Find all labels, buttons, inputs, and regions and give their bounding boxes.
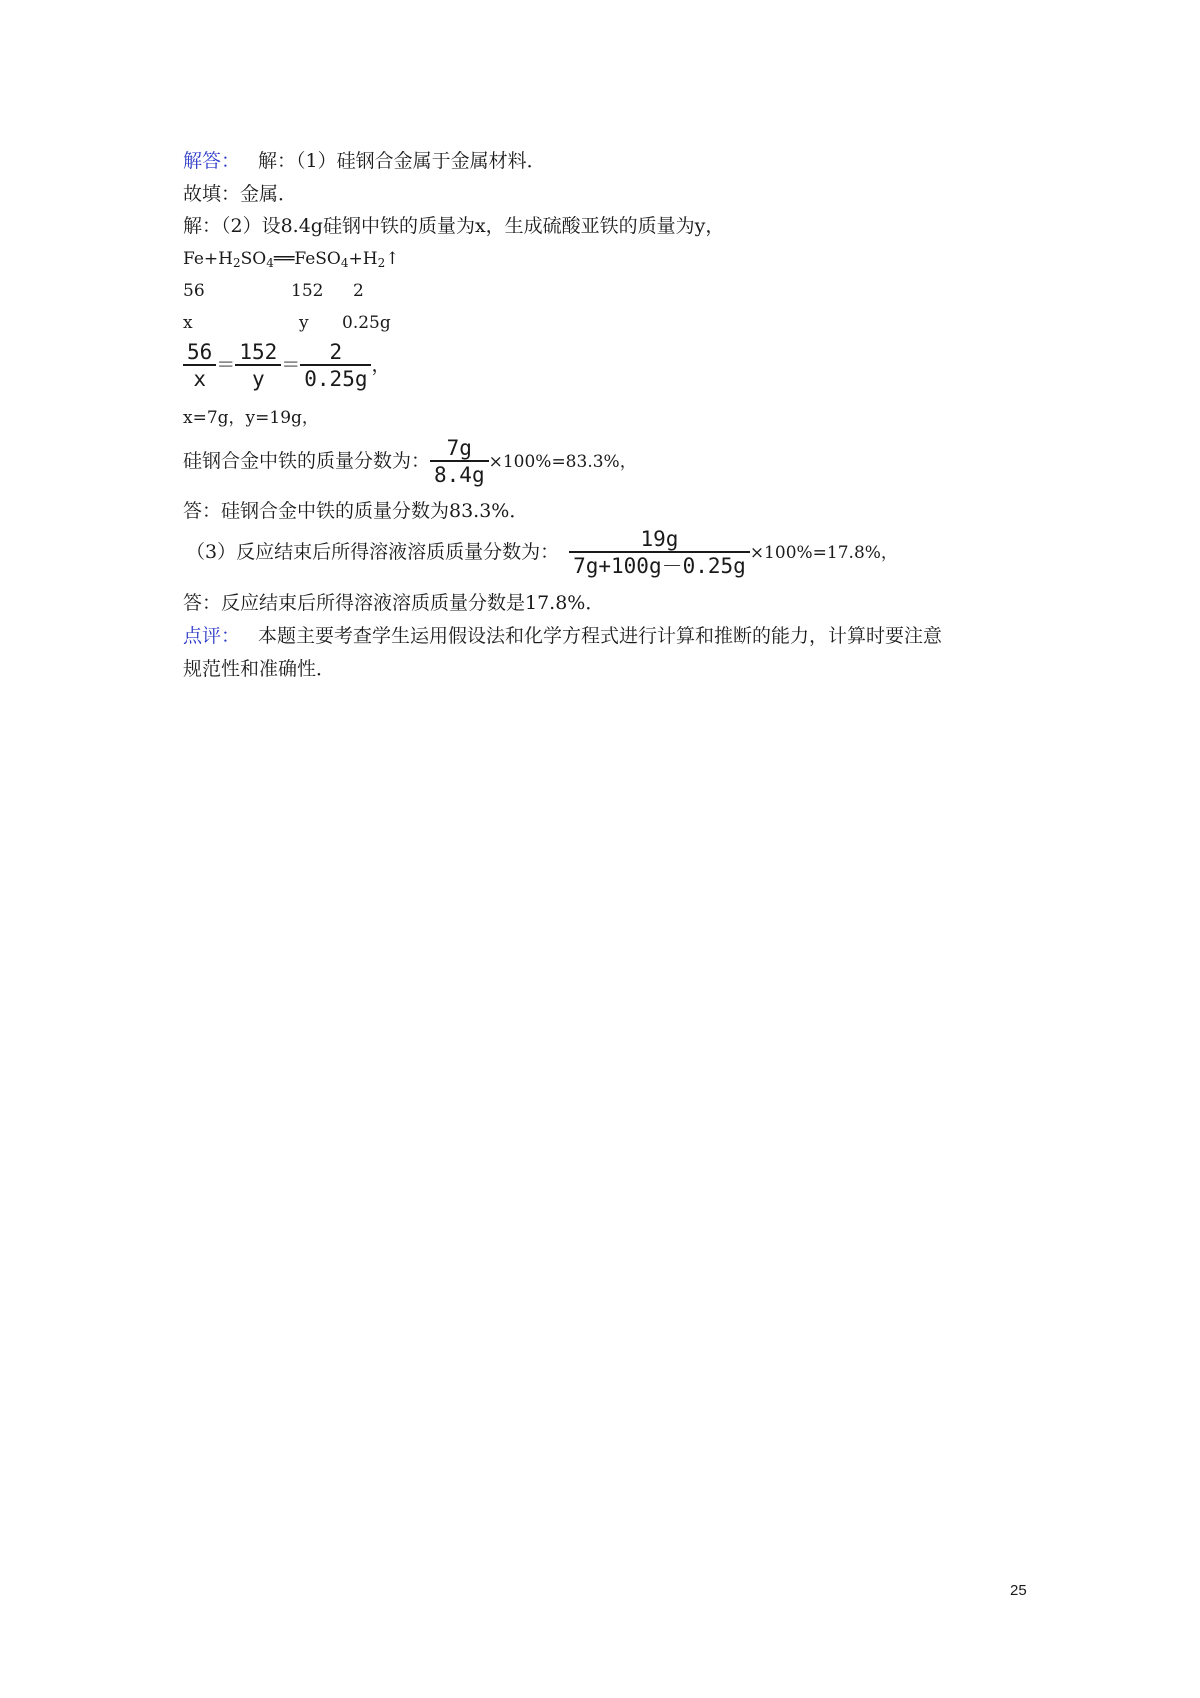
answer-line-3: 解：（2）设8.4g硅钢中铁的质量为x，生成硫酸亚铁的质量为y， xyxy=(183,215,725,237)
answer-line-2: 故填：金属． xyxy=(183,183,298,205)
ratio-fraction-1: $\frac{56}{x}$ xyxy=(183,340,216,392)
ratio-equals: ＝ xyxy=(216,354,236,376)
eq-sub: 4 xyxy=(340,256,349,270)
mass-h2: 2 xyxy=(353,281,364,301)
gas-arrow-icon: ↑ xyxy=(385,249,400,269)
var-h2: 0.25g xyxy=(342,313,391,333)
comment-text-1: 本题主要考查学生运用假设法和化学方程式进行计算和推断的能力，计算时要注意 xyxy=(258,625,943,647)
ratio-comma: ， xyxy=(371,354,391,376)
var-x: x xyxy=(183,313,193,333)
mass-fe: 56 xyxy=(183,281,205,301)
solution-fraction-suffix: ×100%=17.8%， xyxy=(749,543,898,563)
eq-sub: 4 xyxy=(266,256,274,270)
ratio-equation xyxy=(183,340,391,392)
eq-feso: FeSO xyxy=(294,249,341,269)
mass-feso4: 152 xyxy=(291,281,324,301)
var-y: y xyxy=(299,313,309,333)
ratio-equals: ＝ xyxy=(281,354,301,376)
page-number: 25 xyxy=(1010,1582,1027,1599)
comment-label: 点评： xyxy=(183,625,241,647)
iron-fraction: $\frac{7g}{8.4g}$ xyxy=(430,436,489,488)
eq-sub: 2 xyxy=(233,256,241,270)
solution-fraction-line xyxy=(186,527,898,579)
result-line: x=7g，y=19g， xyxy=(183,408,319,428)
comment-line-2: 规范性和准确性． xyxy=(183,658,336,680)
eq-equals: ══ xyxy=(273,249,295,269)
eq-h: +H xyxy=(348,249,378,269)
iron-fraction-suffix: ×100%=83.3%， xyxy=(488,452,637,472)
iron-fraction-prefix: 硅钢合金中铁的质量分数为： xyxy=(183,450,431,472)
solution-fraction: $\frac{19g}{7g+100g-0.25g}$ xyxy=(569,527,750,579)
eq-fe: Fe+H xyxy=(183,249,233,269)
ratio-fraction-2: $\frac{152}{y}$ xyxy=(235,340,281,392)
eq-so: SO xyxy=(240,249,267,269)
answer-text-1: 解：（1）硅钢合金属于金属材料． xyxy=(258,150,546,172)
iron-fraction-line xyxy=(183,436,637,488)
ratio-fraction-3: $\frac{2}{0.25g}$ xyxy=(300,340,371,392)
iron-answer: 答：硅钢合金中铁的质量分数为83.3%． xyxy=(183,500,529,522)
answer-label: 解答： xyxy=(183,150,241,172)
solution-fraction-prefix: （3）反应结束后所得溶液溶质质量分数为： xyxy=(186,541,560,563)
comment-line-1 xyxy=(183,622,942,650)
solution-answer: 答：反应结束后所得溶液溶质质量分数是17.8%． xyxy=(183,592,605,614)
eq-sub: 2 xyxy=(377,256,386,270)
chemical-equation xyxy=(183,245,399,277)
answer-line-1 xyxy=(183,147,546,175)
